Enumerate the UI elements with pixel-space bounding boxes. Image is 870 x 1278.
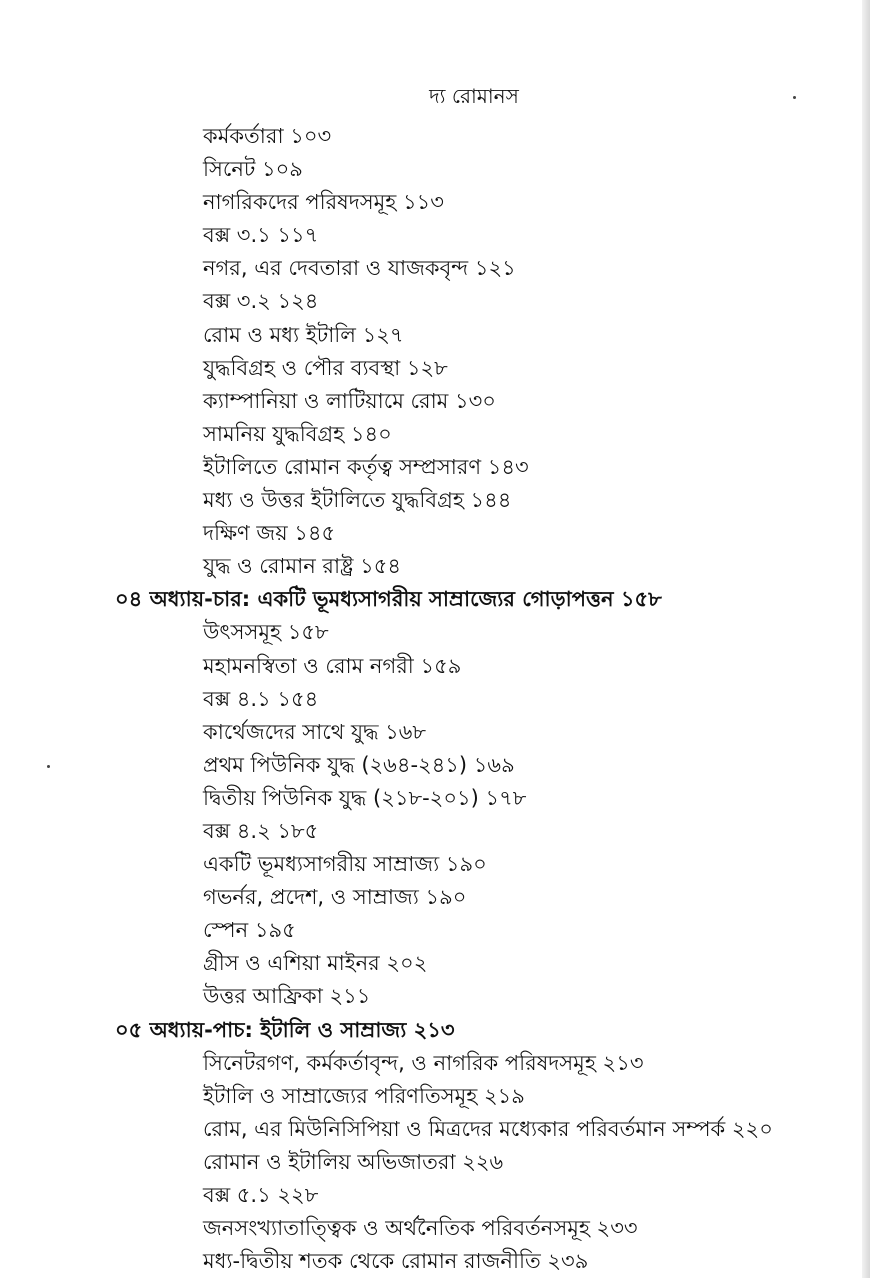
- running-header: দ্য রোমানস: [429, 84, 519, 108]
- toc-section-entry: মহামনস্বিতা ও রোম নগরী ১৫৯: [203, 653, 462, 678]
- toc-section-entry: কার্থেজদের সাথে যুদ্ধ ১৬৮: [203, 719, 427, 744]
- toc-section-entry: দ্বিতীয় পিউনিক যুদ্ধ (২১৮-২০১) ১৭৮: [203, 785, 527, 810]
- table-of-contents: [0, 120, 860, 1278]
- toc-section-entry: বক্স ৩.১ ১১৭: [203, 223, 319, 248]
- toc-chapter-entry: ০৫ অধ্যায়-পাচ: ইটালি ও সাম্রাজ্য ২১৩: [115, 1017, 455, 1042]
- toc-section-entry: বক্স ৩.২ ১২৪: [203, 289, 319, 314]
- toc-section-entry: রোম ও মধ্য ইটালি ১২৭: [203, 322, 404, 347]
- toc-section-entry: রোমান ও ইটালিয় অভিজাতরা ২২৬: [203, 1149, 504, 1174]
- toc-section-entry: উৎসসমূহ ১৫৮: [203, 620, 329, 645]
- toc-section-entry: উত্তর আফ্রিকা ২১১: [203, 984, 371, 1009]
- toc-section-entry: যুদ্ধ ও রোমান রাষ্ট্র ১৫৪: [203, 554, 402, 579]
- toc-section-entry: ইটালি ও সাম্রাজ্যের পরিণতিসমূহ ২১৯: [203, 1083, 525, 1108]
- toc-section-entry: স্পেন ১৯৫: [203, 918, 296, 943]
- toc-section-entry: নাগরিকদের পরিষদসমূহ ১১৩: [203, 190, 444, 215]
- toc-section-entry: প্রথম পিউনিক যুদ্ধ (২৬৪-২৪১) ১৬৯: [203, 752, 515, 777]
- toc-section-entry: কর্মকর্তারা ১০৩: [203, 124, 332, 148]
- toc-section-entry: বক্স ৫.১ ২২৮: [203, 1183, 319, 1207]
- toc-section-entry: জনসংখ্যাতাত্ত্বিক ও অর্থনৈতিক পরিবর্তনসমূহ ২৩৩: [203, 1216, 638, 1241]
- page-edge: [862, 0, 870, 1278]
- toc-section-entry: বক্স ৪.২ ১৮৫: [203, 818, 319, 843]
- toc-section-entry: গভর্নর, প্রদেশ, ও সাম্রাজ্য ১৯০: [203, 885, 467, 910]
- toc-section-entry: যুদ্ধবিগ্রহ ও পৌর ব্যবস্থা ১২৮: [203, 355, 448, 380]
- toc-section-entry: রোম, এর মিউনিসিপিয়া ও মিত্রদের মধ্যেকার পরিবর্তমান সম্পর্ক ২২০: [203, 1116, 773, 1141]
- toc-section-entry: সিনেটরগণ, কর্মকর্তাবৃন্দ, ও নাগরিক পরিষদসমূহ ২১৩: [203, 1050, 644, 1075]
- toc-section-entry: নগর, এর দেবতারা ও যাজকবৃন্দ ১২১: [203, 256, 516, 281]
- toc-section-entry: মধ্য ও উত্তর ইটালিতে যুদ্ধবিগ্রহ ১৪৪: [203, 488, 512, 513]
- toc-section-entry: ইটালিতে রোমান কর্তৃত্ব সম্প্রসারণ ১৪৩: [203, 454, 529, 479]
- toc-chapter-entry: ০৪ অধ্যায়-চার: একটি ভূমধ্যসাগরীয় সাম্রাজ্যের গোড়াপত্তন ১৫৮: [115, 587, 662, 612]
- toc-section-entry: মধ্য-দ্বিতীয় শতক থেকে রোমান রাজনীতি ২৩৯: [203, 1249, 589, 1274]
- toc-section-entry: একটি ভূমধ্যসাগরীয় সাম্রাজ্য ১৯০: [203, 852, 487, 877]
- toc-section-entry: ক্যাম্পানিয়া ও লাটিয়ামে রোম ১৩০: [203, 388, 496, 413]
- toc-section-entry: বক্স ৪.১ ১৫৪: [203, 686, 319, 711]
- toc-section-entry: গ্রীস ও এশিয়া মাইনর ২০২: [203, 951, 428, 976]
- toc-section-entry: সিনেট ১০৯: [203, 157, 303, 182]
- toc-section-entry: দক্ষিণ জয় ১৪৫: [203, 521, 336, 546]
- toc-section-entry: সামনিয় যুদ্ধবিগ্রহ ১৪০: [203, 421, 392, 446]
